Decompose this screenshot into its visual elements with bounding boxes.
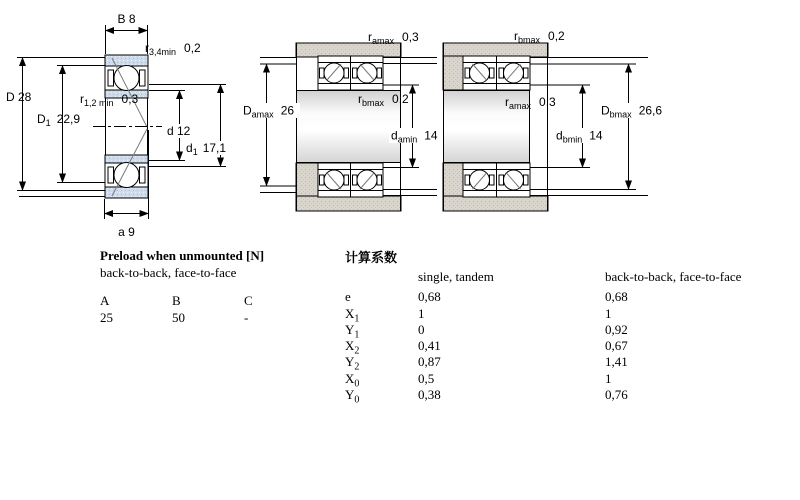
dim-label-rbmax-a: $r_{bmax}$ 0,2 [358,92,409,108]
dim-label-r12: $r_{1,2 min}$ 0,3 [80,92,139,108]
dim-label-dbmin: $d_{bmin}$ 14 [556,128,603,145]
preload-col-a: A [100,293,110,308]
housing-bottom [296,196,401,211]
housing-bottom [443,196,548,211]
factors-row-e: e 0,68 0,68 [345,289,628,304]
dim-label-ramax-b: $r_{amax}$ 0,3 [505,95,556,111]
inner-ring-bottom [105,155,148,163]
dim-label-Damax: $D_{amax}$ 26 [243,103,295,120]
factors-row-x1: $X_1$ 1 1 [345,306,612,325]
dim-label-ramax-a: $r_{amax}$ 0,3 [368,30,419,46]
single-bearing-cross-section [6,12,229,239]
dim-label-a: a 9 [118,225,135,239]
dim-label-rbmax-b: $r_{bmax}$ 0,2 [514,29,565,45]
dim-label-r34: $r_{3,4min}$ 0,2 [145,41,201,57]
outer-ring-top [105,55,148,66]
housing-shoulder-bottom [443,163,463,196]
housing-shoulder [296,163,318,196]
preload-col-c: C [244,293,253,308]
factors-row-x2: $X_2$ 0,41 0,67 [345,338,628,357]
dim-label-damin: $d_{amin}$ 14 [391,128,438,145]
dim-label-B: B 8 [117,12,136,26]
preload-value-b: 50 [172,310,185,325]
shaft [296,90,401,163]
dim-label-d1: $d_1$ 17,1 [186,141,227,157]
factors-col-single-tandem: single, tandem [418,269,494,284]
dim-label-Dbmax: $D_{bmax}$ 26,6 [601,103,663,120]
calculation-factors-table [345,247,795,417]
preload-table [100,248,330,326]
housing-top [443,43,548,57]
factors-row-y1: $Y_1$ 0 0,92 [345,322,628,341]
preload-value-a: 25 [100,310,113,325]
mounting-arrangement-a [241,30,438,211]
preload-subtitle: back-to-back, face-to-face [100,265,237,280]
factors-row-y2: $Y_2$ 0,87 1,41 [345,354,628,373]
factors-row-x0: $X_0$ 0,5 1 [345,371,612,390]
mounting-arrangement-b [443,29,667,211]
preload-value-c: - [244,310,249,325]
ball-bottom [114,163,139,188]
outer-ring-bottom [105,187,148,198]
factors-col-paired: back-to-back, face-to-face [605,269,742,284]
preload-title: Preload when unmounted [N] [100,248,265,263]
dim-label-d: d 12 [167,124,191,138]
preload-col-b: B [172,293,181,308]
housing-shoulder-top [443,56,463,90]
dim-label-D: D 28 [6,90,32,104]
factors-title: 计算系数 [345,250,398,265]
dim-label-D1: $D_1$ 22,9 [37,112,81,128]
factors-row-y0: $Y_0$ 0,38 0,76 [345,387,628,406]
